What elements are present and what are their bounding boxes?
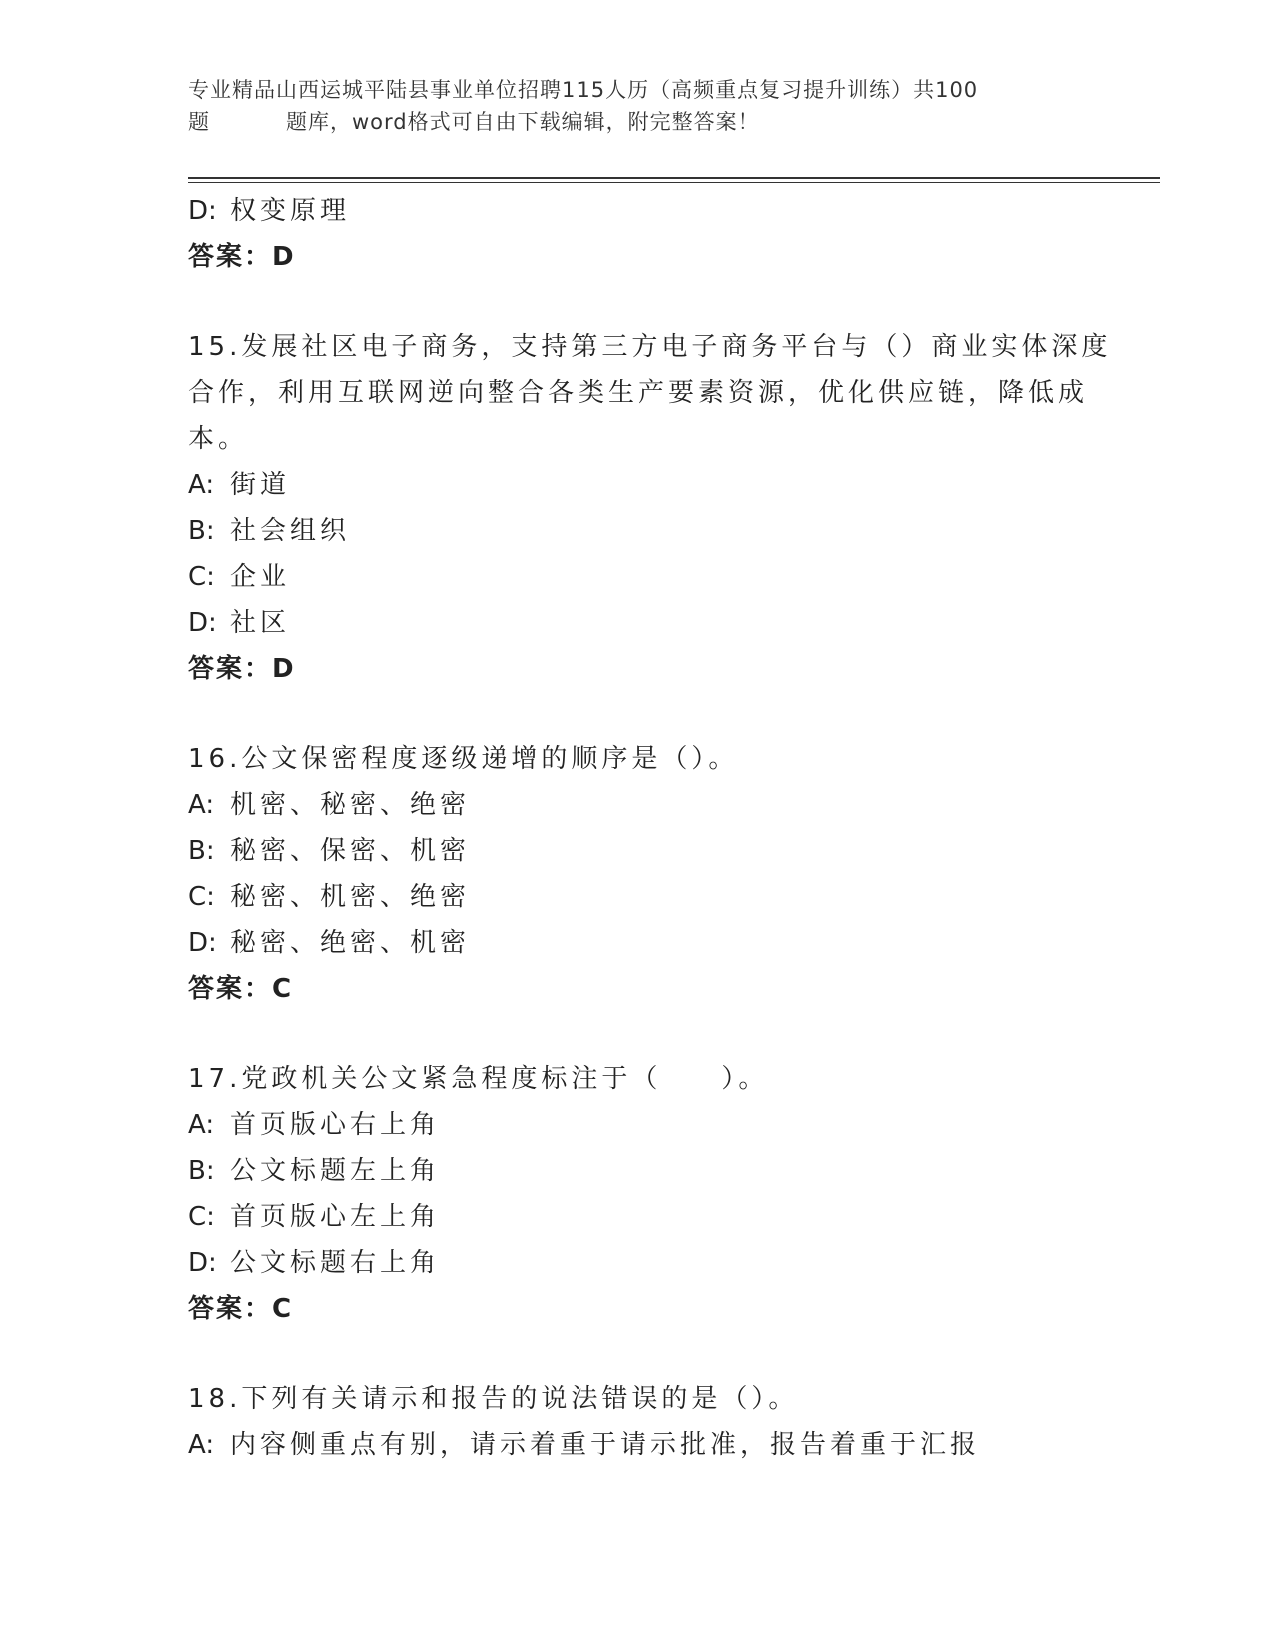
option-row bbox=[188, 188, 1088, 234]
question-text-line: 本。 bbox=[188, 424, 249, 454]
question-block-16 bbox=[188, 736, 1088, 1012]
header-divider-thin bbox=[188, 182, 1160, 183]
option-letter: B: bbox=[188, 516, 215, 546]
question-gap bbox=[188, 1332, 1088, 1376]
option-row bbox=[188, 1102, 1088, 1148]
option-text: 首页版心左上角 bbox=[230, 1202, 441, 1232]
option-letter: C: bbox=[188, 562, 215, 592]
question-block-17 bbox=[188, 1056, 1088, 1332]
option-letter: B: bbox=[188, 836, 215, 866]
option-text: 公文标题左上角 bbox=[230, 1156, 441, 1186]
question-text-line: 17.党政机关公文紧急程度标注于（ ）。 bbox=[188, 1064, 769, 1094]
option-letter: A: bbox=[188, 1430, 215, 1460]
option-text: 机密、秘密、绝密 bbox=[230, 790, 471, 820]
option-row bbox=[188, 1240, 1088, 1286]
option-text: 内容侧重点有别，请示着重于请示批准，报告着重于汇报 bbox=[230, 1430, 981, 1460]
option-row bbox=[188, 1194, 1088, 1240]
question-block-18 bbox=[188, 1376, 1088, 1468]
option-row bbox=[188, 920, 1088, 966]
option-text: 公文标题右上角 bbox=[230, 1248, 441, 1278]
answer-line: 答案：D bbox=[188, 654, 296, 684]
option-letter: D: bbox=[188, 1248, 217, 1278]
answer-line: 答案：C bbox=[188, 1294, 294, 1324]
option-row bbox=[188, 874, 1088, 920]
option-text: 秘密、保密、机密 bbox=[230, 836, 471, 866]
option-row bbox=[188, 600, 1088, 646]
option-letter: C: bbox=[188, 1202, 215, 1232]
option-text: 社会组织 bbox=[230, 516, 351, 546]
option-row bbox=[188, 782, 1088, 828]
option-letter: A: bbox=[188, 1110, 215, 1140]
option-row bbox=[188, 508, 1088, 554]
option-row bbox=[188, 828, 1088, 874]
answer-line: 答案：D bbox=[188, 242, 296, 272]
option-text: 企业 bbox=[230, 562, 291, 592]
option-text: 秘密、机密、绝密 bbox=[230, 882, 471, 912]
option-text: 街道 bbox=[230, 470, 291, 500]
option-text: 社区 bbox=[230, 608, 291, 638]
option-letter: D: bbox=[188, 196, 217, 226]
page-header bbox=[188, 74, 1088, 138]
option-text: 首页版心右上角 bbox=[230, 1110, 441, 1140]
option-row bbox=[188, 462, 1088, 508]
option-row bbox=[188, 554, 1088, 600]
option-letter: A: bbox=[188, 470, 215, 500]
option-letter: D: bbox=[188, 928, 217, 958]
question-text-line: 18.下列有关请示和报告的说法错误的是（）。 bbox=[188, 1384, 799, 1414]
question-block-15 bbox=[188, 324, 1112, 692]
option-letter: C: bbox=[188, 882, 215, 912]
question-gap bbox=[188, 1012, 1088, 1056]
option-letter: D: bbox=[188, 608, 217, 638]
question-gap bbox=[188, 280, 1088, 324]
header-divider-thick bbox=[188, 177, 1160, 179]
header-line-1: 专业精品山西运城平陆县事业单位招聘115人历（高频重点复习提升训练）共100 bbox=[188, 78, 979, 102]
option-letter: A: bbox=[188, 790, 215, 820]
answer-line: 答案：C bbox=[188, 974, 294, 1004]
header-line-2 bbox=[188, 106, 1088, 138]
question-text-line: 15.发展社区电子商务，支持第三方电子商务平台与（）商业实体深度 bbox=[188, 332, 1112, 362]
option-row bbox=[188, 1148, 1088, 1194]
option-text: 权变原理 bbox=[230, 196, 351, 226]
question-text-line: 合作，利用互联网逆向整合各类生产要素资源，优化供应链，降低成 bbox=[188, 378, 1089, 408]
header-line-2-head: 题 bbox=[188, 110, 210, 134]
option-row bbox=[188, 1422, 1088, 1468]
question-gap bbox=[188, 692, 1088, 736]
question-text-line: 16.公文保密程度逐级递增的顺序是（）。 bbox=[188, 744, 739, 774]
question-list bbox=[188, 188, 1112, 1468]
option-letter: B: bbox=[188, 1156, 215, 1186]
option-text: 秘密、绝密、机密 bbox=[230, 928, 471, 958]
header-line-2-rest: 题库，word格式可自由下载编辑，附完整答案！ bbox=[286, 110, 760, 134]
